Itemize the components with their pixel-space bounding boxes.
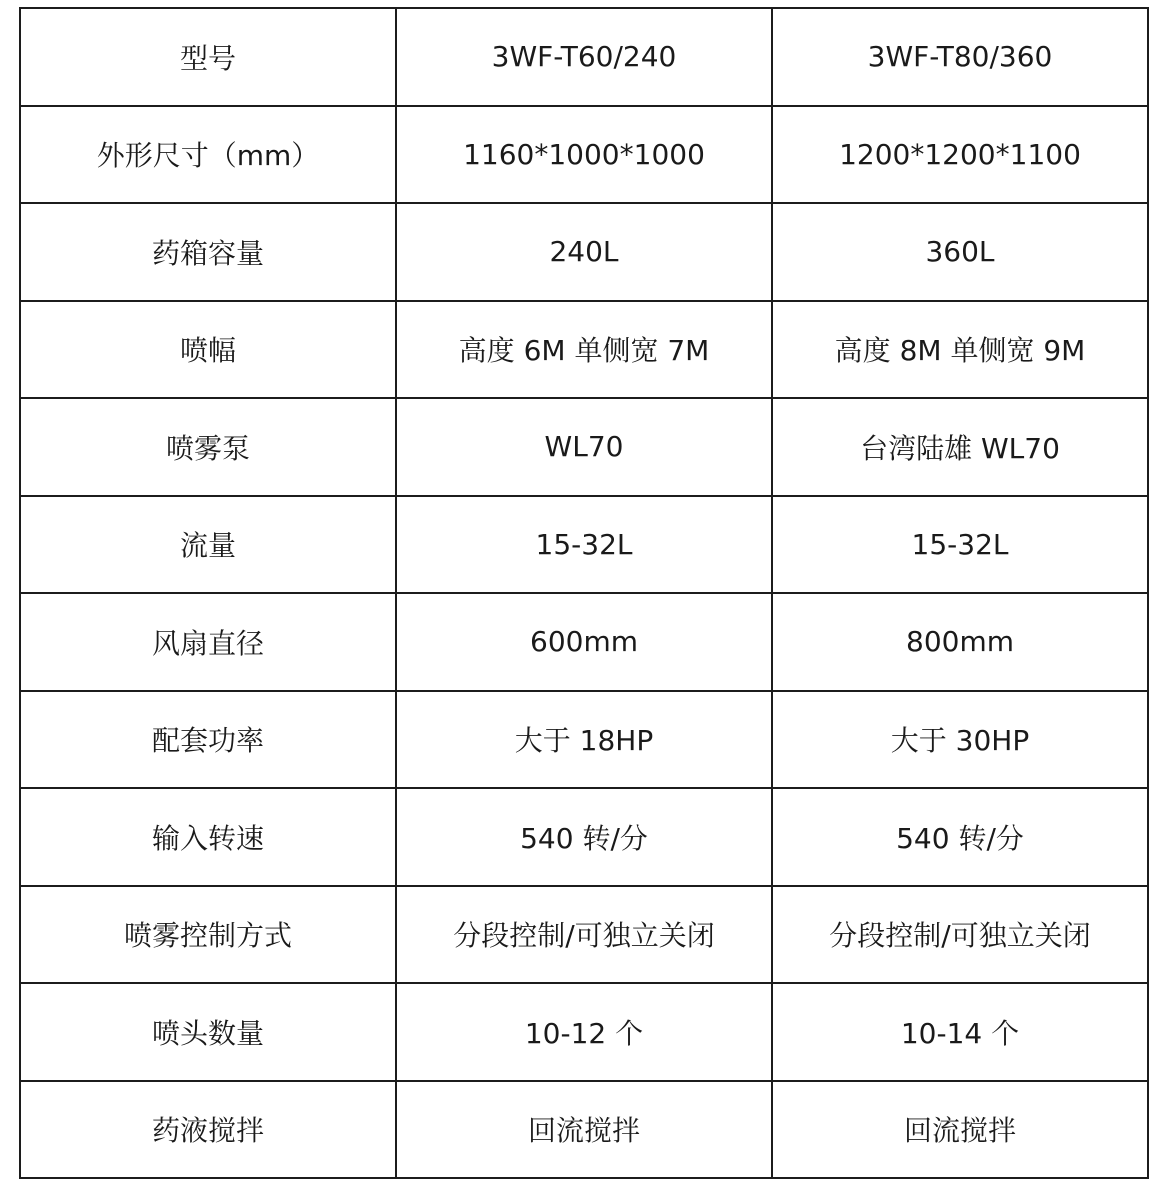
cell-tank-capacity-b: 360L — [772, 203, 1148, 301]
cell-dimensions-a: 1160*1000*1000 — [396, 106, 772, 204]
cell-flow-a: 15-32L — [396, 496, 772, 594]
table-row — [20, 1081, 1148, 1179]
cell-spray-width-b: 高度 8M 单侧宽 9M — [772, 301, 1148, 399]
row-label-spray-pump: 喷雾泵 — [20, 398, 396, 496]
cell-input-speed-a: 540 转/分 — [396, 788, 772, 886]
spec-table — [19, 7, 1149, 1179]
row-label-spray-width: 喷幅 — [20, 301, 396, 399]
row-label-mixing: 药液搅拌 — [20, 1081, 396, 1179]
table-row — [20, 496, 1148, 594]
row-label-dimensions: 外形尺寸（mm） — [20, 106, 396, 204]
table-row — [20, 691, 1148, 789]
table-row — [20, 398, 1148, 496]
cell-spray-width-a: 高度 6M 单侧宽 7M — [396, 301, 772, 399]
table-row — [20, 593, 1148, 691]
row-label-fan-diameter: 风扇直径 — [20, 593, 396, 691]
row-label-tank-capacity: 药箱容量 — [20, 203, 396, 301]
row-label-spray-control: 喷雾控制方式 — [20, 886, 396, 984]
cell-model-b: 3WF-T80/360 — [772, 8, 1148, 106]
cell-power-b: 大于 30HP — [772, 691, 1148, 789]
cell-fan-diameter-b: 800mm — [772, 593, 1148, 691]
cell-spray-control-a: 分段控制/可独立关闭 — [396, 886, 772, 984]
table-row — [20, 788, 1148, 886]
cell-input-speed-b: 540 转/分 — [772, 788, 1148, 886]
cell-spray-control-b: 分段控制/可独立关闭 — [772, 886, 1148, 984]
cell-flow-b: 15-32L — [772, 496, 1148, 594]
cell-nozzle-count-b: 10-14 个 — [772, 983, 1148, 1081]
cell-power-a: 大于 18HP — [396, 691, 772, 789]
row-label-model: 型号 — [20, 8, 396, 106]
row-label-input-speed: 输入转速 — [20, 788, 396, 886]
cell-nozzle-count-a: 10-12 个 — [396, 983, 772, 1081]
row-label-nozzle-count: 喷头数量 — [20, 983, 396, 1081]
table-row — [20, 106, 1148, 204]
cell-dimensions-b: 1200*1200*1100 — [772, 106, 1148, 204]
table-row — [20, 203, 1148, 301]
row-label-power: 配套功率 — [20, 691, 396, 789]
table-row — [20, 301, 1148, 399]
table-row — [20, 886, 1148, 984]
table-row — [20, 983, 1148, 1081]
cell-tank-capacity-a: 240L — [396, 203, 772, 301]
cell-spray-pump-b: 台湾陆雄 WL70 — [772, 398, 1148, 496]
table-row — [20, 8, 1148, 106]
cell-mixing-a: 回流搅拌 — [396, 1081, 772, 1179]
cell-fan-diameter-a: 600mm — [396, 593, 772, 691]
cell-model-a: 3WF-T60/240 — [396, 8, 772, 106]
cell-mixing-b: 回流搅拌 — [772, 1081, 1148, 1179]
cell-spray-pump-a: WL70 — [396, 398, 772, 496]
row-label-flow: 流量 — [20, 496, 396, 594]
